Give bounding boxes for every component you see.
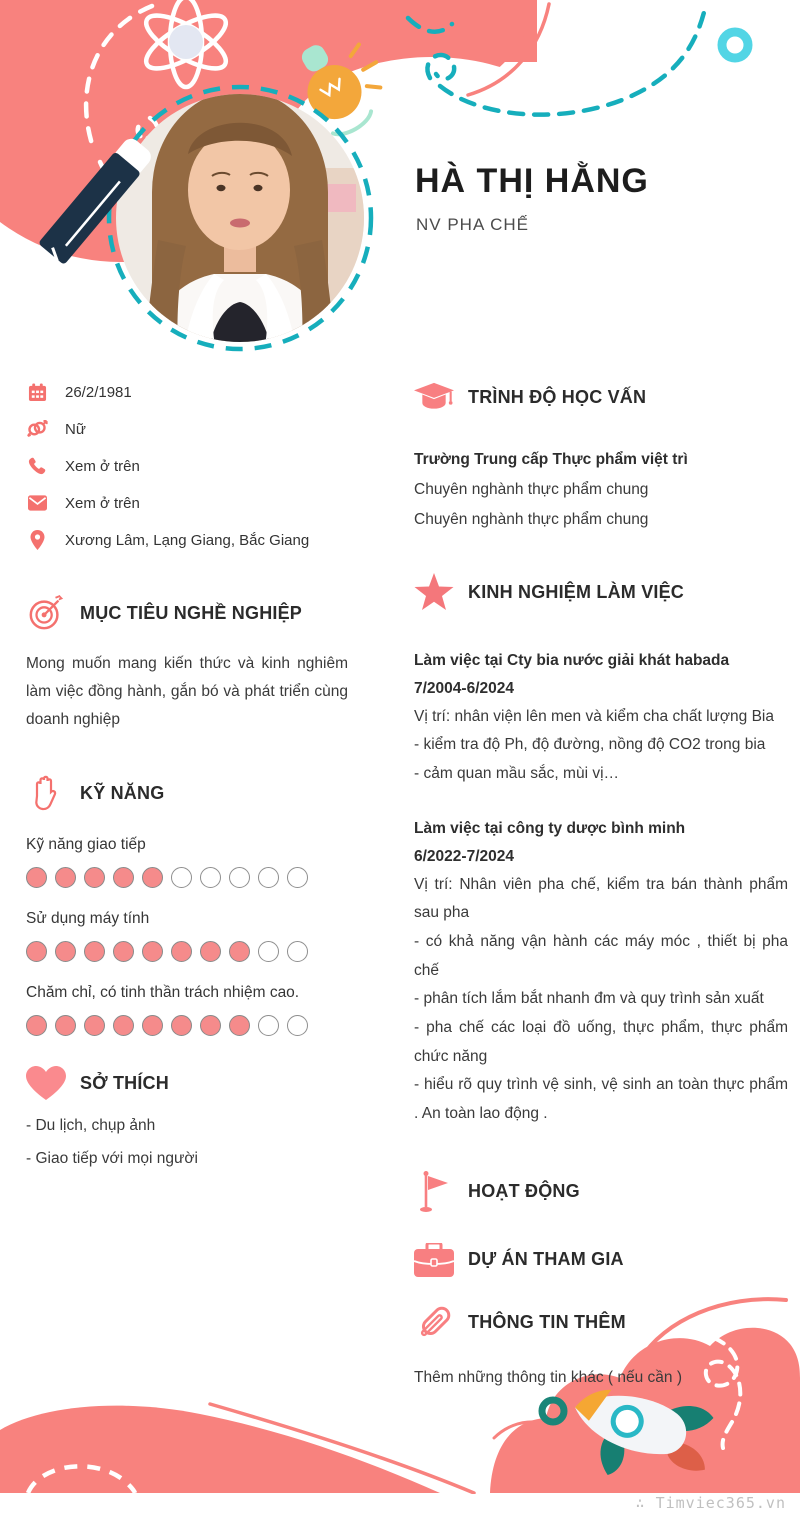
skill-dot-filled: [55, 867, 76, 888]
profile-info-list: [26, 382, 348, 550]
paperclip-icon: [414, 1303, 454, 1343]
skill-label: Chăm chỉ, có tinh thần trách nhiệm cao.: [26, 983, 300, 1001]
job-line: Vị trí: Nhân viên pha chế, kiểm tra bán thành phẩm sau pha: [414, 875, 788, 922]
profile-row-gender: [26, 419, 348, 439]
candidate-name: HÀ THỊ HẰNG: [415, 162, 649, 200]
graduation-cap-icon: [414, 380, 454, 414]
hobby-item: - Giao tiếp với mọi người: [26, 1149, 198, 1167]
job-line: - kiểm tra độ Ph, độ đường, nồng độ CO2 trong bia: [414, 736, 766, 754]
skill-item: [26, 910, 348, 962]
email-value: Xem ở trên: [65, 494, 140, 512]
skill-dot-filled: [55, 941, 76, 962]
skill-label: Kỹ năng giao tiếp: [26, 835, 146, 853]
skill-dot-filled: [113, 941, 134, 962]
objective-text: Mong muốn mang kiến thức và kinh nghiêm làm việc đồng hành, gắn bó và phát triển cùng doanh nghiệp: [26, 655, 348, 728]
heart-icon: [26, 1066, 66, 1102]
experience-section: [414, 573, 788, 1129]
job-line: - hiểu rõ quy trình vệ sinh, vệ sinh an toàn thực phẩm . An toàn lao động .: [414, 1076, 788, 1122]
cyan-donut-icon: [722, 32, 748, 58]
job-period: 7/2004-6/2024: [414, 679, 514, 697]
briefcase-icon: [414, 1243, 454, 1277]
skill-dot-filled: [142, 867, 163, 888]
extra-info-header: [414, 1303, 788, 1343]
extra-info-heading: THÔNG TIN THÊM: [468, 1312, 626, 1333]
education-school: Trường Trung cấp Thực phẩm việt trì: [414, 451, 688, 468]
skill-dot-filled: [229, 941, 250, 962]
profile-row-birthday: [26, 382, 348, 402]
profile-row-phone: [26, 456, 348, 476]
skill-dot-filled: [229, 1015, 250, 1036]
objective-heading: MỤC TIÊU NGHỀ NGHIỆP: [80, 602, 303, 623]
skill-dot-filled: [113, 867, 134, 888]
hobbies-heading: SỞ THÍCH: [80, 1073, 169, 1094]
skill-dot-filled: [142, 941, 163, 962]
job-line: - cảm quan mầu sắc, mùi vị…: [414, 765, 620, 783]
skill-dot-filled: [171, 941, 192, 962]
skills-header: [26, 774, 348, 814]
star-icon: [414, 573, 454, 611]
site-watermark: ∴ Timviec365.vn: [635, 1494, 786, 1512]
skill-dot-empty: [287, 941, 308, 962]
job-period: 6/2022-7/2024: [414, 847, 514, 865]
gender-value: Nữ: [65, 420, 86, 438]
activities-section: [414, 1171, 788, 1213]
skill-dot-empty: [171, 867, 192, 888]
skill-dot-empty: [287, 867, 308, 888]
skill-dot-empty: [229, 867, 250, 888]
job-line: - phân tích lắm bắt nhanh đm và quy trình sản xuất: [414, 990, 764, 1008]
education-header: [414, 380, 788, 414]
phone-value: Xem ở trên: [65, 457, 140, 475]
skill-dot-filled: [200, 1015, 221, 1036]
skills-heading: KỸ NĂNG: [80, 783, 165, 804]
objective-section: [26, 594, 348, 734]
skill-level-dots: [26, 867, 348, 888]
activities-heading: HOẠT ĐỘNG: [468, 1181, 580, 1202]
candidate-job-title: NV PHA CHẾ: [416, 215, 529, 234]
job-title: Làm việc tại Cty bia nước giải khát habada: [414, 652, 730, 669]
hand-icon: [26, 774, 66, 814]
job-line: Vị trí: nhân viện lên men và kiểm cha chất lượng Bia: [414, 707, 774, 725]
left-column: [26, 382, 348, 1168]
projects-heading: DỰ ÁN THAM GIA: [468, 1249, 624, 1270]
skill-dot-filled: [200, 941, 221, 962]
job-line: - có khả năng vận hành các máy móc , thiết bị pha chế: [414, 932, 788, 979]
skill-dot-empty: [258, 941, 279, 962]
hobbies-header: [26, 1066, 348, 1102]
activities-header: [414, 1171, 788, 1213]
address-value: Xương Lâm, Lạng Giang, Bắc Giang: [65, 531, 310, 549]
name-block: [415, 162, 649, 235]
skill-dot-filled: [142, 1015, 163, 1036]
skill-dot-empty: [287, 1015, 308, 1036]
skill-dot-filled: [84, 941, 105, 962]
skill-dot-filled: [84, 867, 105, 888]
skill-dot-filled: [55, 1015, 76, 1036]
birthday-value: 26/2/1981: [65, 383, 132, 401]
skill-dot-filled: [26, 941, 47, 962]
experience-heading: KINH NGHIỆM LÀM VIỆC: [468, 581, 685, 602]
job-entry: [414, 647, 788, 789]
skill-level-dots: [26, 941, 348, 962]
projects-section: [414, 1243, 788, 1277]
mail-icon: [26, 493, 48, 513]
right-column: [414, 380, 788, 1387]
skills-section: [26, 774, 348, 1036]
skill-level-dots: [26, 1015, 348, 1036]
extra-info-text: Thêm những thông tin khác ( nếu cần ): [414, 1368, 683, 1386]
skill-dot-filled: [113, 1015, 134, 1036]
skill-dot-filled: [84, 1015, 105, 1036]
education-section: [414, 380, 788, 529]
job-entry: [414, 815, 788, 1129]
header-decoration: [0, 0, 800, 375]
skill-dot-empty: [258, 867, 279, 888]
education-line: Chuyên nghành thực phẩm chung: [414, 511, 649, 528]
skill-dot-filled: [171, 1015, 192, 1036]
extra-info-section: [414, 1303, 788, 1387]
profile-row-email: [26, 493, 348, 513]
profile-row-address: [26, 530, 348, 550]
gender-icon: [26, 419, 48, 439]
hobby-item: - Du lịch, chụp ảnh: [26, 1116, 156, 1134]
skill-dot-empty: [200, 867, 221, 888]
skill-item: [26, 984, 348, 1036]
hobbies-section: [26, 1066, 348, 1168]
projects-header: [414, 1243, 788, 1277]
phone-icon: [26, 456, 48, 476]
objective-header: [26, 594, 348, 632]
calendar-icon: [26, 382, 48, 402]
flag-icon: [414, 1171, 454, 1213]
skill-dot-filled: [26, 867, 47, 888]
skill-dot-filled: [26, 1015, 47, 1036]
experience-header: [414, 573, 788, 611]
job-title: Làm việc tại công ty dược bình minh: [414, 819, 686, 837]
job-line: - pha chế các loại đồ uống, thực phẩm, thực phẩm chức năng: [414, 1018, 788, 1065]
skill-dot-empty: [258, 1015, 279, 1036]
target-icon: [26, 594, 66, 632]
location-icon: [26, 530, 48, 550]
education-line: Chuyên nghành thực phẩm chung: [414, 481, 649, 498]
skill-label: Sử dụng máy tính: [26, 909, 150, 927]
pink-dome: [0, 1406, 440, 1493]
skill-item: [26, 836, 348, 888]
education-heading: TRÌNH ĐỘ HỌC VẤN: [468, 386, 647, 407]
